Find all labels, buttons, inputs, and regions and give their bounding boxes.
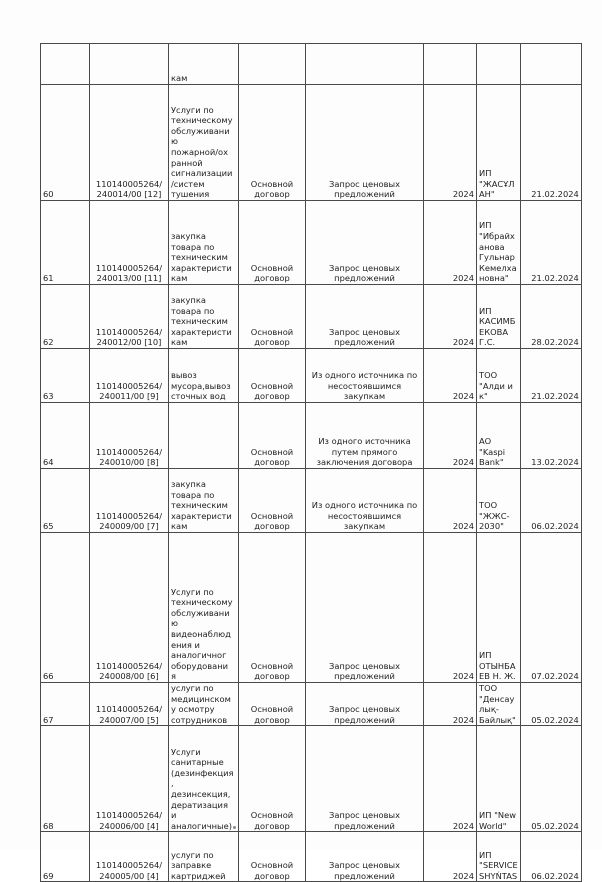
purchase-subject-line: обслуживани <box>171 125 230 136</box>
procurement-method-line: заключения договора <box>316 457 413 468</box>
contract-type-line: Основной <box>250 660 294 671</box>
purchase-subject-line: оборудовани <box>171 660 229 671</box>
contract-code-cell <box>90 285 169 349</box>
contract-type-line: Основной <box>250 178 294 189</box>
contract-date-cell <box>520 85 581 201</box>
fiscal-year-cell <box>424 683 477 726</box>
purchase-subject-line: тушения <box>171 189 210 200</box>
purchase-subject-line: товара по <box>171 241 215 252</box>
procurement-table <box>40 43 582 882</box>
row-number: 69 <box>43 870 54 881</box>
purchase-subject-cell <box>169 403 239 469</box>
supplier-name-line: ИП <box>479 220 492 231</box>
purchase-subject-cell <box>169 201 239 285</box>
contract-type-cell <box>239 726 306 832</box>
fiscal-year-cell <box>424 533 477 683</box>
purchase-subject-cell <box>169 285 239 349</box>
contract-code-cell <box>90 85 169 201</box>
purchase-subject-line: медицинском <box>171 693 231 704</box>
contract-type-line: Основной <box>250 810 294 821</box>
contract-type-cell <box>239 285 306 349</box>
purchase-subject-cell <box>169 44 239 85</box>
row-number-cell <box>41 285 90 349</box>
contract-type-line: договор <box>254 870 290 881</box>
contract-date: 05.02.2024 <box>531 820 579 831</box>
table-row <box>41 683 582 726</box>
row-number-cell <box>41 85 90 201</box>
fiscal-year-cell <box>424 85 477 201</box>
purchase-subject-line: Услуги по <box>171 104 214 115</box>
contract-type-line: Основной <box>250 510 294 521</box>
contract-code-line: 110140005264/ <box>95 510 163 521</box>
supplier-name-cell <box>477 469 521 533</box>
table-row <box>41 469 582 533</box>
purchase-subject-cell <box>169 533 239 683</box>
procurement-method-line: Запрос ценовых <box>329 704 400 715</box>
supplier-name-line: ИП <box>479 168 492 179</box>
purchase-subject-line: характеристи <box>171 262 232 273</box>
procurement-method-line: Запрос ценовых <box>329 326 400 337</box>
purchase-subject-line: кам <box>171 273 188 284</box>
procurement-method-cell <box>306 683 424 726</box>
contract-code-line: 110140005264/ <box>95 178 163 189</box>
contract-type-cell <box>239 533 306 683</box>
table-row <box>41 201 582 285</box>
purchase-subject-line: у осмотру <box>171 704 215 715</box>
contract-date-cell <box>520 285 581 349</box>
purchase-subject-cell <box>169 832 239 882</box>
purchase-subject-line: мусора,вывоз <box>171 380 231 391</box>
supplier-name-cell <box>477 403 521 469</box>
row-number: 62 <box>43 337 54 348</box>
purchase-subject-cell <box>169 683 239 726</box>
purchase-subject-line: техническим <box>171 252 228 263</box>
contract-date: 07.02.2024 <box>531 671 579 682</box>
contract-code-line: 240007/00 [5] <box>99 714 159 725</box>
contract-type-cell <box>239 349 306 403</box>
supplier-name-line: "Денсау <box>479 693 515 704</box>
contract-type-line: Основной <box>250 446 294 457</box>
procurement-method-line: закупкам <box>343 391 386 402</box>
contract-type-line: Основной <box>250 262 294 273</box>
purchase-subject-line: аналогичног <box>171 650 227 661</box>
fiscal-year: 2024 <box>452 457 474 468</box>
contract-type-line: договор <box>254 820 290 831</box>
supplier-name-line: ТОО <box>479 683 498 693</box>
contract-type-line: договор <box>254 391 290 402</box>
procurement-method-line: Запрос ценовых <box>329 178 400 189</box>
supplier-name-line: "ЖАСҰЛ <box>479 178 515 189</box>
contract-code-line: 240005/00 [4] <box>99 870 159 881</box>
supplier-name-cell <box>477 201 521 285</box>
contract-code-line: 240006/00 [4] <box>99 820 159 831</box>
supplier-name-cell <box>477 349 521 403</box>
fiscal-year-cell <box>424 349 477 403</box>
fiscal-year: 2024 <box>452 870 474 881</box>
fiscal-year-cell <box>424 44 477 85</box>
procurement-method-line: Запрос ценовых <box>329 860 400 871</box>
contract-code-line: 110140005264/ <box>95 660 163 671</box>
row-number: 61 <box>43 273 54 284</box>
contract-code-line: 240010/00 [8] <box>99 457 159 468</box>
purchase-subject-line: закупка <box>171 479 206 490</box>
supplier-name-line: SHYŃTAS <box>479 870 518 881</box>
contract-type-cell <box>239 201 306 285</box>
contract-date-cell <box>520 349 581 403</box>
purchase-subject-line: техническим <box>171 500 228 511</box>
row-number: 66 <box>43 671 54 682</box>
contract-code-line: 240014/00 [12] <box>96 189 162 200</box>
fiscal-year: 2024 <box>452 337 474 348</box>
purchase-subject-cell <box>169 469 239 533</box>
procurement-method-cell <box>306 85 424 201</box>
contract-type-line: договор <box>254 337 290 348</box>
fiscal-year: 2024 <box>452 521 474 532</box>
contract-date-cell <box>520 44 581 85</box>
fiscal-year: 2024 <box>452 820 474 831</box>
contract-code-line: 240012/00 [10] <box>96 337 162 348</box>
row-number-cell <box>41 469 90 533</box>
row-number-cell <box>41 201 90 285</box>
supplier-name-line: ИП <box>479 849 492 860</box>
contract-code-line: 110140005264/ <box>95 380 163 391</box>
supplier-name-line: Г.С. <box>479 337 496 348</box>
supplier-name-line: ТОО <box>479 500 498 511</box>
contract-type-cell <box>239 85 306 201</box>
supplier-name-line: к" <box>479 391 488 402</box>
row-number: 65 <box>43 521 54 532</box>
contract-code-cell <box>90 726 169 832</box>
contract-code-cell <box>90 44 169 85</box>
contract-date: 21.02.2024 <box>531 189 579 200</box>
supplier-name-line: ОТЫНБА <box>479 660 516 671</box>
supplier-name-line: новна" <box>479 273 509 284</box>
supplier-name-line: ИП <box>479 650 492 661</box>
contract-date: 06.02.2024 <box>531 521 579 532</box>
purchase-subject-line: (дезинфекция <box>171 767 234 778</box>
contract-type-line: договор <box>254 189 290 200</box>
contract-date-cell <box>520 533 581 683</box>
purchase-subject-line: техническому <box>171 115 233 126</box>
contract-code-line: 240008/00 [6] <box>99 671 159 682</box>
procurement-method-line: Запрос ценовых <box>329 810 400 821</box>
supplier-name-cell <box>477 683 521 726</box>
purchase-subject-line: Услуги <box>171 746 201 757</box>
supplier-name-line: ИП "New <box>479 810 516 821</box>
purchase-subject-line: техническому <box>171 597 233 608</box>
row-number-cell <box>41 349 90 403</box>
contract-code-line: 240011/00 [9] <box>99 391 159 402</box>
contract-type-line: Основной <box>250 380 294 391</box>
purchase-subject-line: ю <box>171 136 178 147</box>
procurement-method-cell <box>306 201 424 285</box>
contract-type-line: договор <box>254 273 290 284</box>
contract-type-line: договор <box>254 521 290 532</box>
table-row <box>41 285 582 349</box>
supplier-name-line: Bank" <box>479 457 504 468</box>
supplier-name-line: анова <box>479 241 505 252</box>
contract-date-cell <box>520 683 581 726</box>
contract-type-cell <box>239 832 306 882</box>
supplier-name-line: "Kaspi <box>479 446 506 457</box>
table-row <box>41 726 582 832</box>
fiscal-year: 2024 <box>452 391 474 402</box>
contract-date: 21.02.2024 <box>531 273 579 284</box>
purchase-subject-line: аналогичные) <box>171 820 232 831</box>
supplier-name-line: АН" <box>479 189 495 200</box>
supplier-name-cell <box>477 832 521 882</box>
supplier-name-line: Байлық" <box>479 714 516 725</box>
supplier-name-line: лық- <box>479 704 499 715</box>
supplier-name-line: ЕВ Н. Ж. <box>479 671 516 682</box>
purchase-subject-line: товара по <box>171 489 215 500</box>
supplier-name-line: ИП <box>479 305 492 316</box>
purchase-subject-line: кам <box>171 337 188 348</box>
contract-code-line: 110140005264/ <box>95 446 163 457</box>
procurement-method-cell <box>306 403 424 469</box>
purchase-subject-line: ю <box>171 618 178 629</box>
contract-code-cell <box>90 533 169 683</box>
scan-speck <box>233 826 236 829</box>
purchase-subject-line: кам <box>171 521 188 532</box>
procurement-method-cell <box>306 44 424 85</box>
contract-date: 21.02.2024 <box>531 391 579 402</box>
supplier-name-line: КАСИМБ <box>479 316 516 327</box>
fiscal-year-cell <box>424 403 477 469</box>
fiscal-year: 2024 <box>452 714 474 725</box>
purchase-subject-line: санитарные <box>171 757 224 768</box>
contract-code-cell <box>90 683 169 726</box>
purchase-subject-line: ения и <box>171 639 200 650</box>
row-number: 64 <box>43 457 54 468</box>
procurement-method-line: закупкам <box>343 521 386 532</box>
purchase-subject-line: видеонаблюд <box>171 629 231 640</box>
contract-code-line: 240009/00 [7] <box>99 521 159 532</box>
supplier-name-line: АО <box>479 436 492 447</box>
supplier-name-cell <box>477 85 521 201</box>
supplier-name-line: "Алди и <box>479 380 513 391</box>
contract-date-cell <box>520 469 581 533</box>
contract-code-cell <box>90 832 169 882</box>
purchase-subject-line: товара по <box>171 305 215 316</box>
row-number-cell <box>41 533 90 683</box>
row-number-cell <box>41 44 90 85</box>
purchase-subject-line: характеристи <box>171 510 232 521</box>
purchase-subject-line: техническим <box>171 316 228 327</box>
contract-code-cell <box>90 349 169 403</box>
fiscal-year: 2024 <box>452 273 474 284</box>
contract-code-cell <box>90 201 169 285</box>
purchase-subject-line: дезинсекция, <box>171 789 231 799</box>
procurement-method-line: предложений <box>334 671 395 682</box>
purchase-subject-line: обслуживани <box>171 607 230 618</box>
purchase-subject-cell <box>169 85 239 201</box>
procurement-method-cell <box>306 469 424 533</box>
contract-type-line: договор <box>254 714 290 725</box>
contract-code-line: 110140005264/ <box>95 326 163 337</box>
purchase-subject-line: дератизация <box>171 799 228 810</box>
supplier-name-line: ЕКОВА <box>479 326 509 337</box>
contract-type-line: договор <box>254 457 290 468</box>
purchase-subject-line: услуги по <box>171 849 214 860</box>
supplier-name-line: World" <box>479 820 507 831</box>
supplier-name-line: ТОО <box>479 370 498 381</box>
procurement-method-line: предложений <box>334 273 395 284</box>
procurement-method-cell <box>306 349 424 403</box>
row-number-cell <box>41 403 90 469</box>
row-number-cell <box>41 683 90 726</box>
purchase-subject-cell <box>169 726 239 832</box>
purchase-subject-line: пожарной/ох <box>171 147 229 158</box>
contract-type-line: Основной <box>250 704 294 715</box>
procurement-method-cell <box>306 832 424 882</box>
purchase-subject-line: картриджей <box>171 870 226 881</box>
procurement-method-cell <box>306 285 424 349</box>
purchase-subject-line: заправке <box>171 860 212 871</box>
purchase-subject-line: вывоз <box>171 370 197 381</box>
purchase-subject-line: сотрудников <box>171 714 228 725</box>
contract-code-line: 240013/00 [11] <box>96 273 162 284</box>
contract-date-cell <box>520 832 581 882</box>
fiscal-year: 2024 <box>452 189 474 200</box>
contract-type-cell <box>239 403 306 469</box>
contract-type-cell <box>239 469 306 533</box>
purchase-subject-line: я <box>171 671 176 682</box>
procurement-method-cell <box>306 533 424 683</box>
procurement-method-line: несостоявшимся <box>327 510 402 521</box>
fiscal-year-cell <box>424 469 477 533</box>
supplier-name-line: 2030" <box>479 521 504 532</box>
purchase-subject-line: /систем <box>171 178 205 189</box>
row-number: 68 <box>43 820 54 831</box>
table-row <box>41 349 582 403</box>
supplier-name-line: Кемелха <box>479 262 517 273</box>
table-row <box>41 832 582 882</box>
fiscal-year-cell <box>424 285 477 349</box>
procurement-method-line: Из одного источника по <box>311 500 418 511</box>
contract-code-cell <box>90 403 169 469</box>
procurement-method-line: предложений <box>334 714 395 725</box>
fiscal-year: 2024 <box>452 671 474 682</box>
purchase-subject-line: услуги по <box>171 683 214 693</box>
purchase-subject-line: и <box>171 810 177 821</box>
purchase-subject-line: закупка <box>171 295 206 306</box>
purchase-subject-cell <box>169 349 239 403</box>
row-number: 60 <box>43 189 54 200</box>
purchase-subject-line: закупка <box>171 231 206 242</box>
contract-type-line: договор <box>254 671 290 682</box>
supplier-name-cell <box>477 44 521 85</box>
contract-date: 13.02.2024 <box>531 457 579 468</box>
supplier-name-cell <box>477 533 521 683</box>
row-number-cell <box>41 832 90 882</box>
row-number: 63 <box>43 391 54 402</box>
contract-code-cell <box>90 469 169 533</box>
fiscal-year-cell <box>424 726 477 832</box>
procurement-method-line: путем прямого <box>331 446 398 457</box>
supplier-name-cell <box>477 285 521 349</box>
table-body <box>41 44 582 882</box>
contract-code-line: 110140005264/ <box>95 704 163 715</box>
supplier-name-line: "SERVICE <box>479 860 518 871</box>
purchase-subject-line: кам <box>171 73 188 84</box>
procurement-method-line: Запрос ценовых <box>329 262 400 273</box>
procurement-method-cell <box>306 726 424 832</box>
supplier-name-line: "ЖЖС- <box>479 510 510 521</box>
contract-type-cell <box>239 683 306 726</box>
table-row <box>41 85 582 201</box>
supplier-name-line: "Ибрайх <box>479 231 515 242</box>
contract-code-line: 110140005264/ <box>95 262 163 273</box>
procurement-method-line: Из одного источника <box>318 436 411 447</box>
row-number: 67 <box>43 714 54 725</box>
contract-date-cell <box>520 201 581 285</box>
row-number-cell <box>41 726 90 832</box>
procurement-method-line: предложений <box>334 337 395 348</box>
table-row <box>41 403 582 469</box>
contract-type-line: Основной <box>250 860 294 871</box>
table-row <box>41 533 582 683</box>
contract-date-cell <box>520 726 581 832</box>
purchase-subject-line: сигнализации <box>171 168 233 179</box>
procurement-method-line: Запрос ценовых <box>329 660 400 671</box>
contract-code-line: 110140005264/ <box>95 860 163 871</box>
supplier-name-cell <box>477 726 521 832</box>
contract-date-cell <box>520 403 581 469</box>
fiscal-year-cell <box>424 201 477 285</box>
contract-type-line: Основной <box>250 326 294 337</box>
purchase-subject-line: ранной <box>171 157 203 168</box>
contract-date: 06.02.2024 <box>531 870 579 881</box>
purchase-subject-line: сточных вод <box>171 391 226 402</box>
procurement-method-line: предложений <box>334 870 395 881</box>
supplier-name-line: Гульнар <box>479 252 515 263</box>
procurement-method-line: предложений <box>334 189 395 200</box>
purchase-subject-line: , <box>171 778 174 789</box>
procurement-method-line: несостоявшимся <box>327 380 402 391</box>
fiscal-year-cell <box>424 832 477 882</box>
contract-date: 05.02.2024 <box>531 714 579 725</box>
contract-type-cell <box>239 44 306 85</box>
purchase-subject-line: Услуги по <box>171 586 214 597</box>
contract-date: 28.02.2024 <box>531 337 579 348</box>
procurement-method-line: Из одного источника по <box>311 370 418 381</box>
procurement-method-line: предложений <box>334 820 395 831</box>
contract-code-line: 110140005264/ <box>95 810 163 821</box>
table-row <box>41 44 582 85</box>
purchase-subject-line: характеристи <box>171 326 232 337</box>
